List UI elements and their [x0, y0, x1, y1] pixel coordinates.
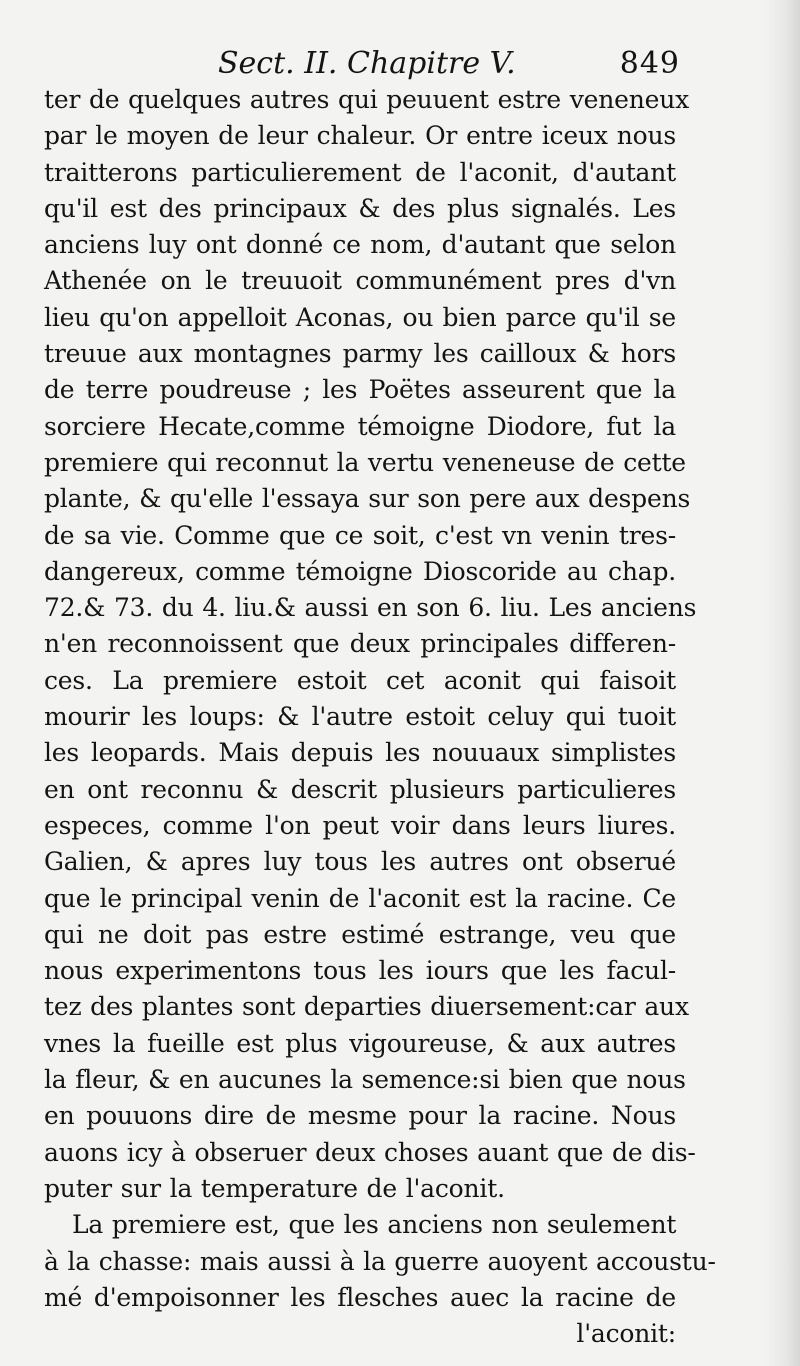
text-line: ter de quelques autres qui peuuent estre veneneux: [44, 85, 690, 114]
catchword: l'aconit:: [576, 1319, 676, 1349]
body-text: [44, 82, 716, 1352]
text-line: mourir les loups: & l'autre estoit celuy qui tuoit: [44, 702, 676, 732]
text-line: Galien, & apres luy tous les autres ont obserué: [44, 847, 676, 877]
text-line: en ont reconnu & descrit plusieurs particulieres: [44, 774, 676, 804]
text-line: treuue aux montagnes parmy les cailloux & hors: [44, 339, 676, 369]
text-line: de sa vie. Comme que ce soit, c'est vn venin tres-: [44, 520, 676, 550]
text-line: tez des plantes sont departies diuersement:car aux: [44, 992, 689, 1022]
text-line: mé d'empoisonner les flesches auec la racine de: [44, 1282, 676, 1312]
text-line: les leopards. Mais depuis les nouuaux simplistes: [44, 738, 676, 768]
text-line: nous experimentons tous les iours que les facul-: [44, 956, 676, 986]
text-line: Athenée on le treuuoit communément pres d'vn: [44, 266, 676, 296]
text-line: que le principal venin de l'aconit est la racine. Ce: [44, 883, 676, 913]
text-line: premiere qui reconnut la vertu veneneuse de cette: [44, 447, 686, 477]
page-edge-shadow: [766, 0, 800, 1366]
text-line: vnes la fueille est plus vigoureuse, & aux autres: [44, 1028, 676, 1058]
page-number: 849: [619, 46, 680, 81]
text-line: dangereux, comme témoigne Dioscoride au chap.: [44, 556, 676, 586]
text-line: la fleur, & en aucunes la semence:si bien que nous: [44, 1065, 686, 1095]
text-line: lieu qu'on appelloit Aconas, ou bien parce qu'il se: [44, 302, 676, 332]
text-line: n'en reconnoissent que deux principales differen-: [44, 629, 676, 659]
text-line: 72.& 73. du 4. liu.& aussi en son 6. liu. Les anciens: [44, 593, 697, 623]
text-line: plante, & qu'elle l'essaya sur son pere aux despens: [44, 484, 691, 514]
text-line: ces. La premiere estoit cet aconit qui faisoit: [44, 665, 676, 695]
text-line: traitterons particulierement de l'aconit, d'autant: [44, 157, 676, 187]
text-line: especes, comme l'on peut voir dans leurs liures.: [44, 810, 676, 840]
text-line-paragraph-end: puter sur la temperature de l'aconit.: [44, 1173, 505, 1203]
text-line: en pouuons dire de mesme pour la racine. Nous: [44, 1101, 676, 1131]
text-line: anciens luy ont donné ce nom, d'autant que selon: [44, 230, 676, 260]
running-head: [218, 40, 680, 88]
text-line: qui ne doit pas estre estimé estrange, veu que: [44, 919, 676, 949]
text-line: par le moyen de leur chaleur. Or entre iceux nous: [44, 121, 676, 151]
text-line: de terre poudreuse ; les Poëtes asseurent que la: [44, 375, 676, 405]
text-line: qu'il est des principaux & des plus signalés. Les: [44, 193, 676, 223]
text-line: auons icy à obseruer deux choses auant que de dis-: [44, 1137, 696, 1167]
text-line: à la chasse: mais aussi à la guerre auoyent accoustu-: [44, 1246, 716, 1276]
text-line: sorciere Hecate,comme témoigne Diodore, fut la: [44, 411, 676, 441]
text-line-paragraph-start: La premiere est, que les anciens non seulement: [72, 1210, 677, 1240]
running-head-title: Sect. II. Chapitre V.: [218, 46, 516, 81]
